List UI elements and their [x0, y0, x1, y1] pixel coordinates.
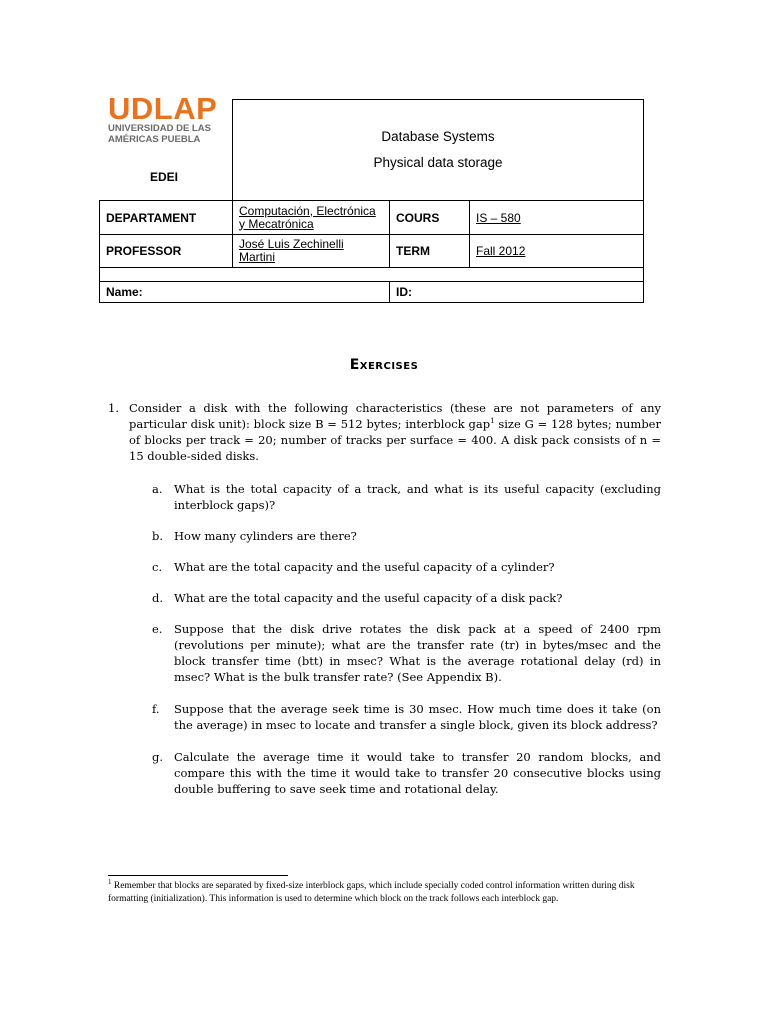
logo-mark: UDLAP [108, 91, 218, 126]
department-value: Computación, Electrónica y Mecatrónica [239, 203, 376, 231]
logo-cell [100, 100, 233, 201]
footnote-text: Remember that blocks are separated by fixed-size interblock gaps, which include specially coded control information written during disk formatting (initialization). This information is used to determine which block on the track follows each interblock gap. [108, 881, 635, 904]
question-text: Consider a disk with the following characteristics (these are not parameters of any particular disk unit): block size B = 512 bytes; interblock gap$^1$ size G = 128 bytes; number of blocks per track = 20; number of tracks per surface = 400. A disk pack consists of n = 15 double-sided disks. [129, 401, 661, 463]
course-title: Database Systems [381, 129, 495, 144]
edei-label: EDEI [150, 170, 179, 184]
spacer-row [100, 268, 644, 282]
name-field: Name: [100, 282, 390, 303]
question-number: 1. [108, 401, 119, 415]
sub-question-a: a. What is the total capacity of a track, and what is its useful capacity (excluding interblock gaps)? [152, 482, 661, 512]
course-subtitle: Physical data storage [373, 155, 503, 170]
course-info-table [99, 99, 644, 303]
sub-question-f: f. Suppose that the average seek time is 30 msec. How much time does it take (on the average) in msec to locate and transfer a single block, given its block address? [152, 702, 661, 732]
question-1 [108, 400, 661, 464]
footnote-separator [108, 875, 288, 876]
sub-question-g: g. Calculate the average time it would take to transfer 20 random blocks, and compare this with the time it would take to transfer 20 consecutive blocks using double buffering to save seek time and rotational delay. [152, 750, 661, 796]
professor-value: José Luis Zechinelli Martini [239, 237, 344, 264]
title-cell [233, 100, 644, 201]
sub-question-b: b. How many cylinders are there? [152, 529, 357, 543]
professor-label: PROFESSOR [100, 235, 233, 268]
department-label: DEPARTAMENT [100, 201, 233, 235]
sub-question-e: e. Suppose that the disk drive rotates the disk pack at a speed of 2400 rpm (revolutions per minute); what are the transfer rate (tr) in bytes/msec and the block transfer time (btt) in msec? What is the average rotational delay (rd) in msec? What is the bulk transfer rate? (See Appendix B). [152, 622, 661, 684]
footnote-number: 1 [108, 877, 112, 886]
id-field: ID: [390, 282, 644, 303]
logo-line-2: AMÉRICAS PUEBLA [108, 134, 201, 145]
logo-line-1: UNIVERSIDAD DE LAS [108, 123, 211, 134]
footnote [108, 877, 668, 906]
sub-question-c: c. What are the total capacity and the useful capacity of a cylinder? [152, 560, 555, 574]
cours-value: IS – 580 [476, 210, 521, 225]
footnote-ref: 1 [490, 417, 495, 426]
term-label: TERM [390, 235, 470, 268]
sub-question-d: d. What are the total capacity and the useful capacity of a disk pack? [152, 591, 563, 605]
cours-label: COURS [390, 201, 470, 235]
term-value: Fall 2012 [476, 244, 526, 258]
exercises-heading: Exercises [349, 357, 419, 373]
